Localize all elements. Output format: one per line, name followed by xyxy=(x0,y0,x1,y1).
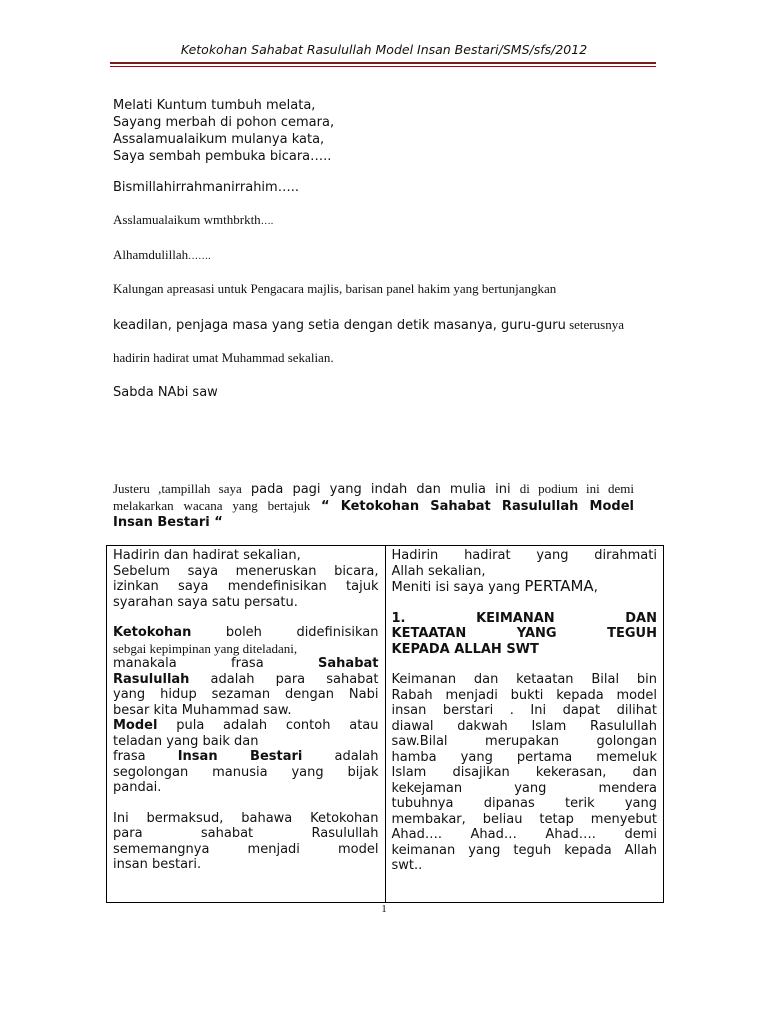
pantun-line: Sayang merbah di pohon cemara, xyxy=(113,115,335,130)
left-column xyxy=(107,546,386,903)
page-number: 1 xyxy=(381,903,387,915)
right-text-line: Islam disajikan kekerasan, dan xyxy=(391,765,657,780)
right-text-line: Rabah menjadi bukti kepada model xyxy=(391,687,657,703)
pantun-line: Assalamualaikum mulanya kata, xyxy=(113,132,325,147)
appreciation-line-3: hadirin hadirat umat Muhammad sekalian. xyxy=(113,350,334,365)
left-text-line: teladan yang baik dan xyxy=(113,733,259,749)
right-text-line: Allah sekalian, xyxy=(391,563,486,579)
intro-line-2: melakarkan wacana yang bertajuk “ Ketokohan Sahabat Rasulullah Model xyxy=(113,498,634,514)
right-text-line: tubuhnya dipanas terik yang xyxy=(391,796,657,811)
left-text-line: manakala frasa Sahabat xyxy=(113,656,379,671)
header-rule-thin xyxy=(110,66,656,67)
appreciation-line-2 xyxy=(113,317,624,333)
left-text-line: izinkan saya mendefinisikan tajuk xyxy=(113,579,379,594)
left-text-line: Rasulullah adalah para sahabat xyxy=(113,671,379,687)
salam-dots: …. xyxy=(260,216,274,227)
right-text-line: keimanan yang teguh kepada Allah xyxy=(391,842,657,858)
right-text-line: saw.Bilal merupakan golongan xyxy=(391,734,657,749)
left-text-line: pandai. xyxy=(113,780,162,795)
left-text-line: sebgai kepimpinan yang diteladani, xyxy=(113,640,298,656)
right-text-line: Ahad…. Ahad… Ahad…. demi xyxy=(391,827,657,842)
right-column xyxy=(385,546,664,903)
left-text-line: para sahabat Rasulullah xyxy=(113,826,379,841)
right-text-line: insan berstari . Ini dapat dilihat xyxy=(391,703,657,718)
appreciation-line-2a: keadilan, penjaga masa yang setia dengan detik masanya, guru-guru xyxy=(113,318,566,333)
left-text-line: Model pula adalah contoh atau xyxy=(113,718,379,733)
salam-line xyxy=(113,212,273,228)
content-table xyxy=(106,545,664,903)
right-text-line: hamba yang pertama memeluk xyxy=(391,749,657,765)
appreciation-line-2b: seterusnya xyxy=(565,317,624,332)
alhamdulillah-text: Alhamdulillah xyxy=(113,247,189,262)
right-text-line: kekejaman yang mendera xyxy=(391,780,657,796)
left-text-line: Sebelum saya meneruskan bicara, xyxy=(113,563,379,579)
intro-line-1: Justeru ,tampillah saya pada pagi yang indah dan mulia ini di podium ini demi xyxy=(113,481,634,497)
left-text-line: Ini bermaksud, bahawa Ketokohan xyxy=(113,810,379,826)
left-text-line: segolongan manusia yang bijak xyxy=(113,764,379,780)
point-heading: KEPADA ALLAH SWT xyxy=(391,641,539,657)
point-heading: KETAATAN YANG TEGUH xyxy=(391,626,657,641)
sabda-line: Sabda NAbi saw xyxy=(113,385,218,400)
right-text-line: diawal dakwah Islam Rasulullah xyxy=(391,718,657,734)
intro-line-3: Insan Bestari “ xyxy=(113,515,223,530)
left-text-line: besar kita Muhammad saw. xyxy=(113,702,292,718)
left-text-line: Ketokohan boleh didefinisikan xyxy=(113,625,379,640)
right-text-line: Meniti isi saya yang PERTAMA, xyxy=(391,577,598,595)
left-text-line: frasa Insan Bestari adalah xyxy=(113,749,379,764)
header-rule-thick xyxy=(110,62,656,64)
pantun-opening xyxy=(113,97,334,165)
right-text-line: membakar, beliau tetap menyebut xyxy=(391,811,657,827)
salam-text: Asslamualaikum wmthbrkth xyxy=(113,212,261,227)
bismillah-line: Bismillahirrahmanirrahim….. xyxy=(113,180,299,195)
alhamdulillah-line xyxy=(113,247,211,263)
left-text-line: syarahan saya satu persatu. xyxy=(113,594,298,610)
pantun-line: Melati Kuntum tumbuh melata, xyxy=(113,98,316,113)
right-text-line: swt.. xyxy=(391,858,423,873)
intro-paragraph xyxy=(113,481,634,531)
left-text-line: yang hidup sezaman dengan Nabi xyxy=(113,687,379,702)
right-text-line: Keimanan dan ketaatan Bilal bin xyxy=(391,672,657,687)
right-text-line: Hadirin hadirat yang dirahmati xyxy=(391,548,657,563)
appreciation-line-1: Kalungan apreasasi untuk Pengacara majlis, barisan panel hakim yang bertunjangkan xyxy=(113,281,557,296)
left-text-line: insan bestari. xyxy=(113,857,202,872)
point-heading: 1. KEIMANAN DAN xyxy=(391,610,657,626)
left-text-line: Hadirin dan hadirat sekalian, xyxy=(113,548,301,563)
pantun-line: Saya sembah pembuka bicara….. xyxy=(113,149,332,164)
left-text-line: sememangnya menjadi model xyxy=(113,841,379,857)
alhamdulillah-dots: ……. xyxy=(188,251,211,262)
page-header: Ketokohan Sahabat Rasulullah Model Insan Bestari/SMS/sfs/2012 xyxy=(180,42,588,57)
